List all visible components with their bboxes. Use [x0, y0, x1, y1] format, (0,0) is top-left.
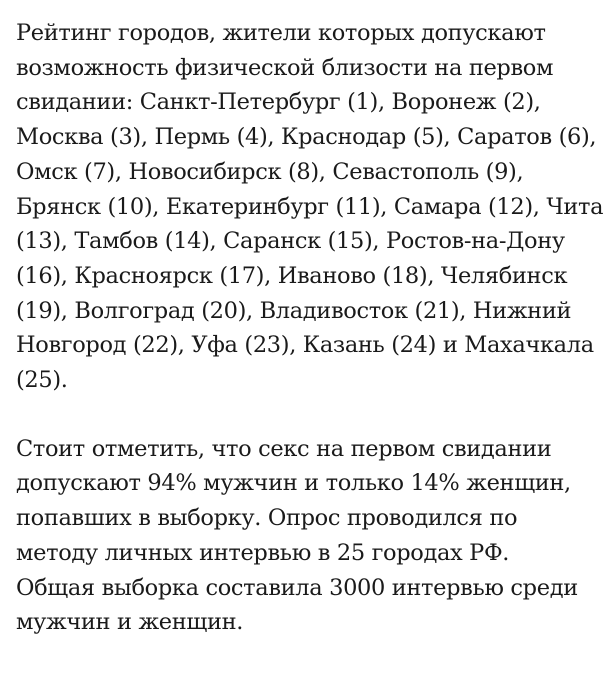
- text-line: (25).: [16, 367, 68, 394]
- survey-note-paragraph: [16, 432, 596, 640]
- text-line: возможность физической близости на первом: [16, 54, 554, 81]
- text-line: Стоит отметить, что секс на первом свидании: [16, 435, 552, 462]
- text-line: (13), Тамбов (14), Саранск (15), Ростов-на-Дону: [16, 228, 565, 255]
- text-line: Общая выборка составила 3000 интервью среди: [16, 574, 578, 601]
- text-line: (16), Красноярск (17), Иваново (18), Челябинск: [16, 262, 568, 289]
- text-line: попавших в выборку. Опрос проводился по: [16, 505, 518, 532]
- ranking-paragraph: [16, 16, 604, 398]
- text-line: Москва (3), Пермь (4), Краснодар (5), Саратов (6),: [16, 124, 597, 151]
- text-line: свидании: Санкт-Петербург (1), Воронеж (2),: [16, 89, 541, 116]
- text-line: Брянск (10), Екатеринбург (11), Самара (12), Чита: [16, 193, 604, 220]
- text-line: Новгород (22), Уфа (23), Казань (24) и Махачкала: [16, 332, 594, 359]
- text-line: Омск (7), Новосибирск (8), Севастополь (9),: [16, 158, 524, 185]
- text-line: Рейтинг городов, жители которых допускают: [16, 20, 546, 46]
- text-line: (19), Волгоград (20), Владивосток (21), Нижний: [16, 297, 572, 324]
- text-line: мужчин и женщин.: [16, 609, 244, 636]
- article-text: [16, 16, 604, 640]
- text-line: допускают 94% мужчин и только 14% женщин,: [16, 470, 571, 497]
- text-line: методу личных интервью в 25 городах РФ.: [16, 539, 510, 566]
